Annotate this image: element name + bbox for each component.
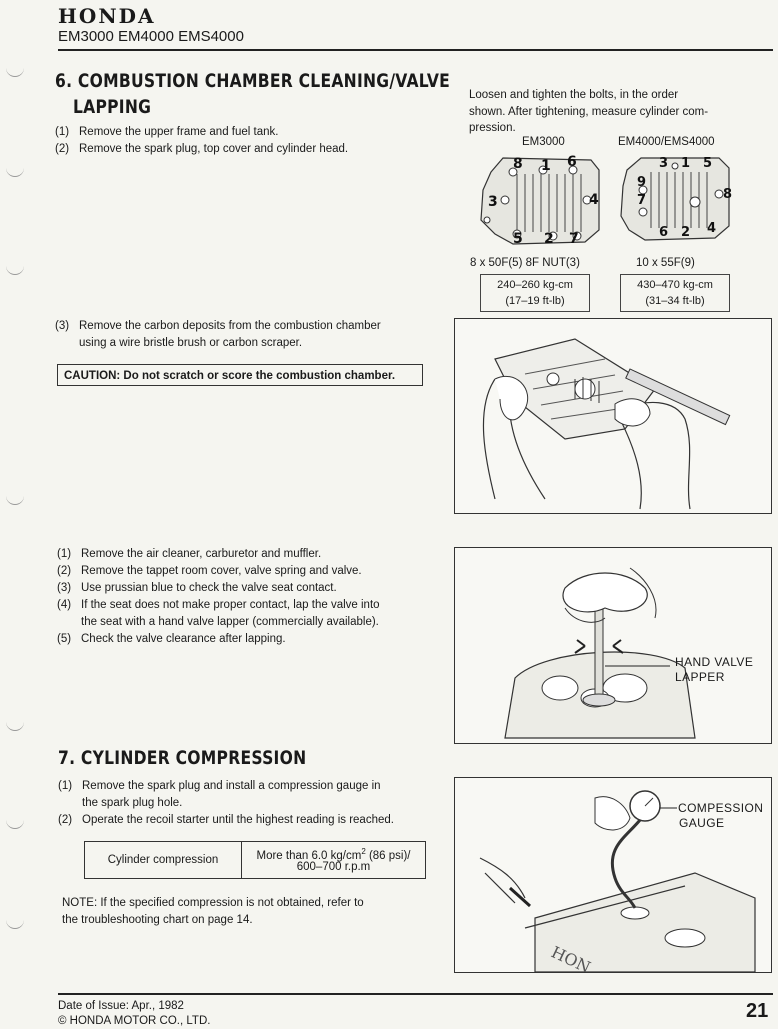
step-item: (5) Check the valve clearance after lapping. (57, 633, 286, 645)
compression-spec-table (84, 841, 426, 879)
bolt-number: 5 (703, 156, 713, 171)
bolt-number: 8 (513, 156, 523, 172)
compression-note: NOTE: If the specified compression is not obtained, refer to the troubleshooting chart on page 14. (62, 897, 364, 926)
step-item: (1) Remove the air cleaner, carburetor and muffler. (57, 548, 322, 560)
bolt-number: 3 (488, 194, 498, 210)
step-item: (4) If the seat does not make proper contact, lap the valve into the seat with a hand valve lapper (commercially available). (57, 599, 380, 628)
header-rule (58, 49, 773, 51)
bolt-number: 9 (637, 175, 647, 190)
step-item: (2) Operate the recoil starter until the highest reading is reached. (58, 814, 394, 826)
generator-stamp: HON (548, 942, 594, 972)
valve-lapper-figure (454, 547, 772, 744)
carbon-cleaning-illustration (455, 319, 771, 513)
steps-list-c (58, 778, 430, 829)
margin-mark (6, 68, 24, 77)
margin-mark (6, 820, 24, 829)
step-3: (3) Remove the carbon deposits from the combustion chamber using a wire bristle brush or carbon scraper. (55, 320, 381, 349)
step-item: (3) Use prussian blue to check the valve seat contact. (57, 582, 337, 594)
bolt-number: 8 (723, 187, 733, 202)
steps-list-b (57, 546, 437, 648)
margin-mark (6, 496, 24, 505)
step-item: (2) Remove the spark plug, top cover and cylinder head. (55, 143, 349, 155)
step-item: (1) Remove the spark plug and install a compression gauge in the spark plug hole. (58, 780, 381, 809)
margin-mark (6, 266, 24, 275)
em4000-head-diagram (615, 150, 740, 245)
bolt-number: 6 (567, 154, 577, 170)
compression-value-cell: More than 6.0 $kg/cm^2$ (86 psi)/ 600–700 r.p.m (242, 842, 426, 879)
carbon-cleaning-figure (454, 318, 772, 514)
em3000-bolt-sizes: 8 x 50F(5) 8F NUT(3) (470, 257, 580, 269)
bolt-number: 5 (513, 231, 523, 247)
torque-intro: Loosen and tighten the bolts, in the order shown. After tightening, measure cylinder com- pression. (469, 89, 709, 134)
valve-lapper-illustration (455, 548, 771, 743)
bolt-number: 2 (681, 225, 691, 240)
margin-mark (6, 920, 24, 929)
bolt-number: 4 (589, 192, 599, 208)
step-item: (2) Remove the tappet room cover, valve spring and valve. (57, 565, 362, 577)
footer-rule (58, 993, 773, 995)
compression-gauge-label: COMPESSION GAUGE (678, 801, 764, 830)
section-7-title: 7. CYLINDER COMPRESSION (58, 747, 307, 769)
em3000-label: EM3000 (522, 136, 565, 148)
model-list: EM3000 EM4000 EMS4000 (58, 28, 244, 45)
page-number: 21 (746, 1000, 769, 1022)
caution-box: CAUTION: Do not scratch or score the combustion chamber. (57, 364, 423, 386)
bolt-number: 1 (541, 158, 551, 174)
bolt-number: 1 (681, 156, 691, 171)
em3000-head-diagram (473, 150, 608, 250)
em4000-torque-spec: 430–470 kg-cm (31–34 ft-lb) (620, 274, 730, 312)
step-item: (1) Remove the upper frame and fuel tank. (55, 126, 279, 138)
em4000-bolt-sizes: 10 x 55F(9) (636, 257, 695, 269)
em3000-torque-spec: 240–260 kg-cm (17–19 ft-lb) (480, 274, 590, 312)
section-6-title-cont: LAPPING (73, 96, 152, 118)
footer-info: Date of Issue: Apr., 1982 © HONDA MOTOR CO., LTD. (58, 1000, 211, 1027)
bolt-number: 4 (707, 221, 717, 236)
brand-logo: HONDA (58, 4, 156, 28)
steps-list-a (55, 124, 435, 158)
bolt-number: 2 (544, 231, 554, 247)
margin-mark (6, 168, 24, 177)
bolt-number: 3 (659, 156, 669, 171)
hand-valve-lapper-label: HAND VALVE LAPPER (675, 655, 754, 684)
bolt-number: 7 (569, 231, 579, 247)
em4000-label: EM4000/EMS4000 (618, 136, 715, 148)
margin-mark (6, 722, 24, 731)
compression-label-cell: Cylinder compression (85, 842, 242, 879)
section-6-title: 6. COMBUSTION CHAMBER CLEANING/VALVE (55, 70, 451, 92)
bolt-number: 7 (637, 193, 647, 208)
bolt-number: 6 (659, 225, 669, 240)
